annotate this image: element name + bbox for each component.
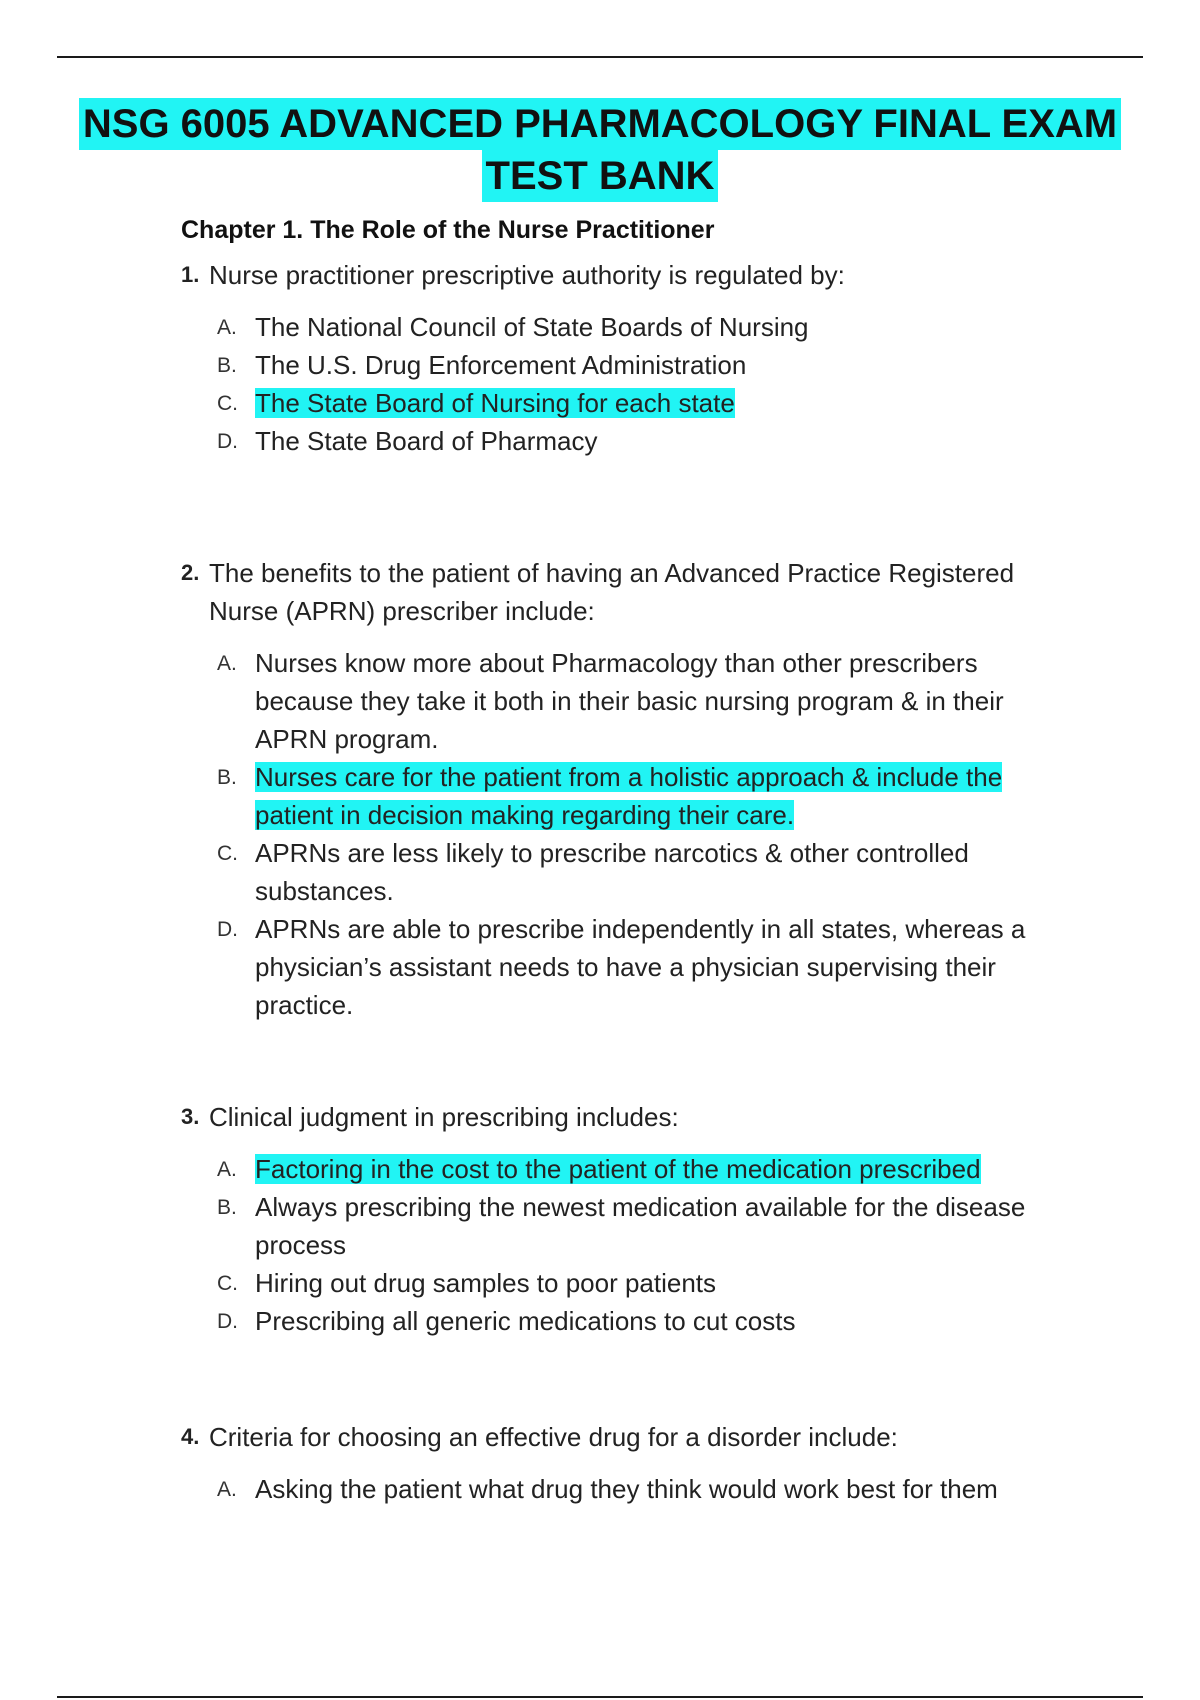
option-letter: C.: [217, 842, 238, 865]
option-letter: A.: [217, 652, 237, 675]
question-text: Nurse practitioner prescriptive authority is regulated by:: [209, 260, 845, 290]
question-stem: [181, 1418, 1081, 1456]
option-letter: D.: [217, 1310, 238, 1333]
option-letter: D.: [217, 918, 238, 941]
title-line-2: TEST BANK: [482, 150, 719, 202]
question-number: 4.: [181, 1424, 200, 1449]
option-text: APRNs are able to prescribe independently in all states, whereas a physician’s assistant needs to have a physician supervising their practice.: [255, 914, 1026, 1020]
option-letter: C.: [217, 392, 238, 415]
option-letter: D.: [217, 430, 238, 453]
question-number: 1.: [181, 262, 200, 287]
option-text: Prescribing all generic medications to cut costs: [255, 1306, 796, 1336]
option-text: Nurses know more about Pharmacology than other prescribers because they take it both in their basic nursing program & in their APRN program.: [255, 648, 1004, 754]
option-a: [181, 644, 1081, 758]
option-list: [181, 308, 1081, 460]
question-1: [181, 256, 1081, 460]
option-text: APRNs are less likely to prescribe narcotics & other controlled substances.: [255, 838, 969, 906]
option-letter: C.: [217, 1272, 238, 1295]
option-list: [181, 1150, 1081, 1340]
option-a: [181, 1470, 1081, 1508]
highlighted-answer: The State Board of Nursing for each state: [255, 388, 735, 418]
option-letter: B.: [217, 354, 237, 377]
option-b: [181, 1188, 1081, 1264]
option-list: [181, 644, 1081, 1024]
option-text: The National Council of State Boards of Nursing: [255, 312, 809, 342]
option-letter: A.: [217, 316, 237, 339]
option-letter: A.: [217, 1158, 237, 1181]
option-d: [181, 1302, 1081, 1340]
option-a: [181, 308, 1081, 346]
question-stem: [181, 1098, 1081, 1136]
option-b: [181, 346, 1081, 384]
option-text: The U.S. Drug Enforcement Administration: [255, 350, 747, 380]
option-b-correct: [181, 758, 1081, 834]
question-2: [181, 554, 1081, 1024]
top-rule: [57, 56, 1143, 58]
option-d: [181, 422, 1081, 460]
option-text: Hiring out drug samples to poor patients: [255, 1268, 717, 1298]
option-letter: B.: [217, 766, 237, 789]
title-line-1: NSG 6005 ADVANCED PHARMACOLOGY FINAL EXAM: [79, 98, 1121, 150]
option-c: [181, 834, 1081, 910]
question-text: Criteria for choosing an effective drug for a disorder include:: [209, 1422, 898, 1452]
option-d: [181, 910, 1081, 1024]
option-c: [181, 1264, 1081, 1302]
option-letter: B.: [217, 1196, 237, 1219]
question-text: The benefits to the patient of having an Advanced Practice Registered Nurse (APRN) prescriber include:: [209, 558, 1015, 626]
highlighted-answer: Nurses care for the patient from a holistic approach & include the patient in decision making regarding their care.: [255, 762, 1003, 830]
option-c-correct: [181, 384, 1081, 422]
chapter-heading: Chapter 1. The Role of the Nurse Practitioner: [181, 216, 715, 244]
highlighted-answer: Factoring in the cost to the patient of the medication prescribed: [255, 1154, 981, 1184]
option-text: Always prescribing the newest medication available for the disease process: [255, 1192, 1026, 1260]
question-number: 2.: [181, 560, 200, 585]
question-text: Clinical judgment in prescribing includes:: [209, 1102, 679, 1132]
question-3: [181, 1098, 1081, 1340]
question-stem: [181, 256, 1081, 294]
question-stem: [181, 554, 1081, 630]
option-text: The State Board of Pharmacy: [255, 426, 598, 456]
bottom-rule: [57, 1696, 1143, 1698]
document-title: [0, 98, 1200, 202]
question-number: 3.: [181, 1104, 200, 1129]
option-list: [181, 1470, 1081, 1508]
option-text: Asking the patient what drug they think would work best for them: [255, 1474, 998, 1504]
question-4: [181, 1418, 1081, 1508]
option-a-correct: [181, 1150, 1081, 1188]
option-letter: A.: [217, 1478, 237, 1501]
